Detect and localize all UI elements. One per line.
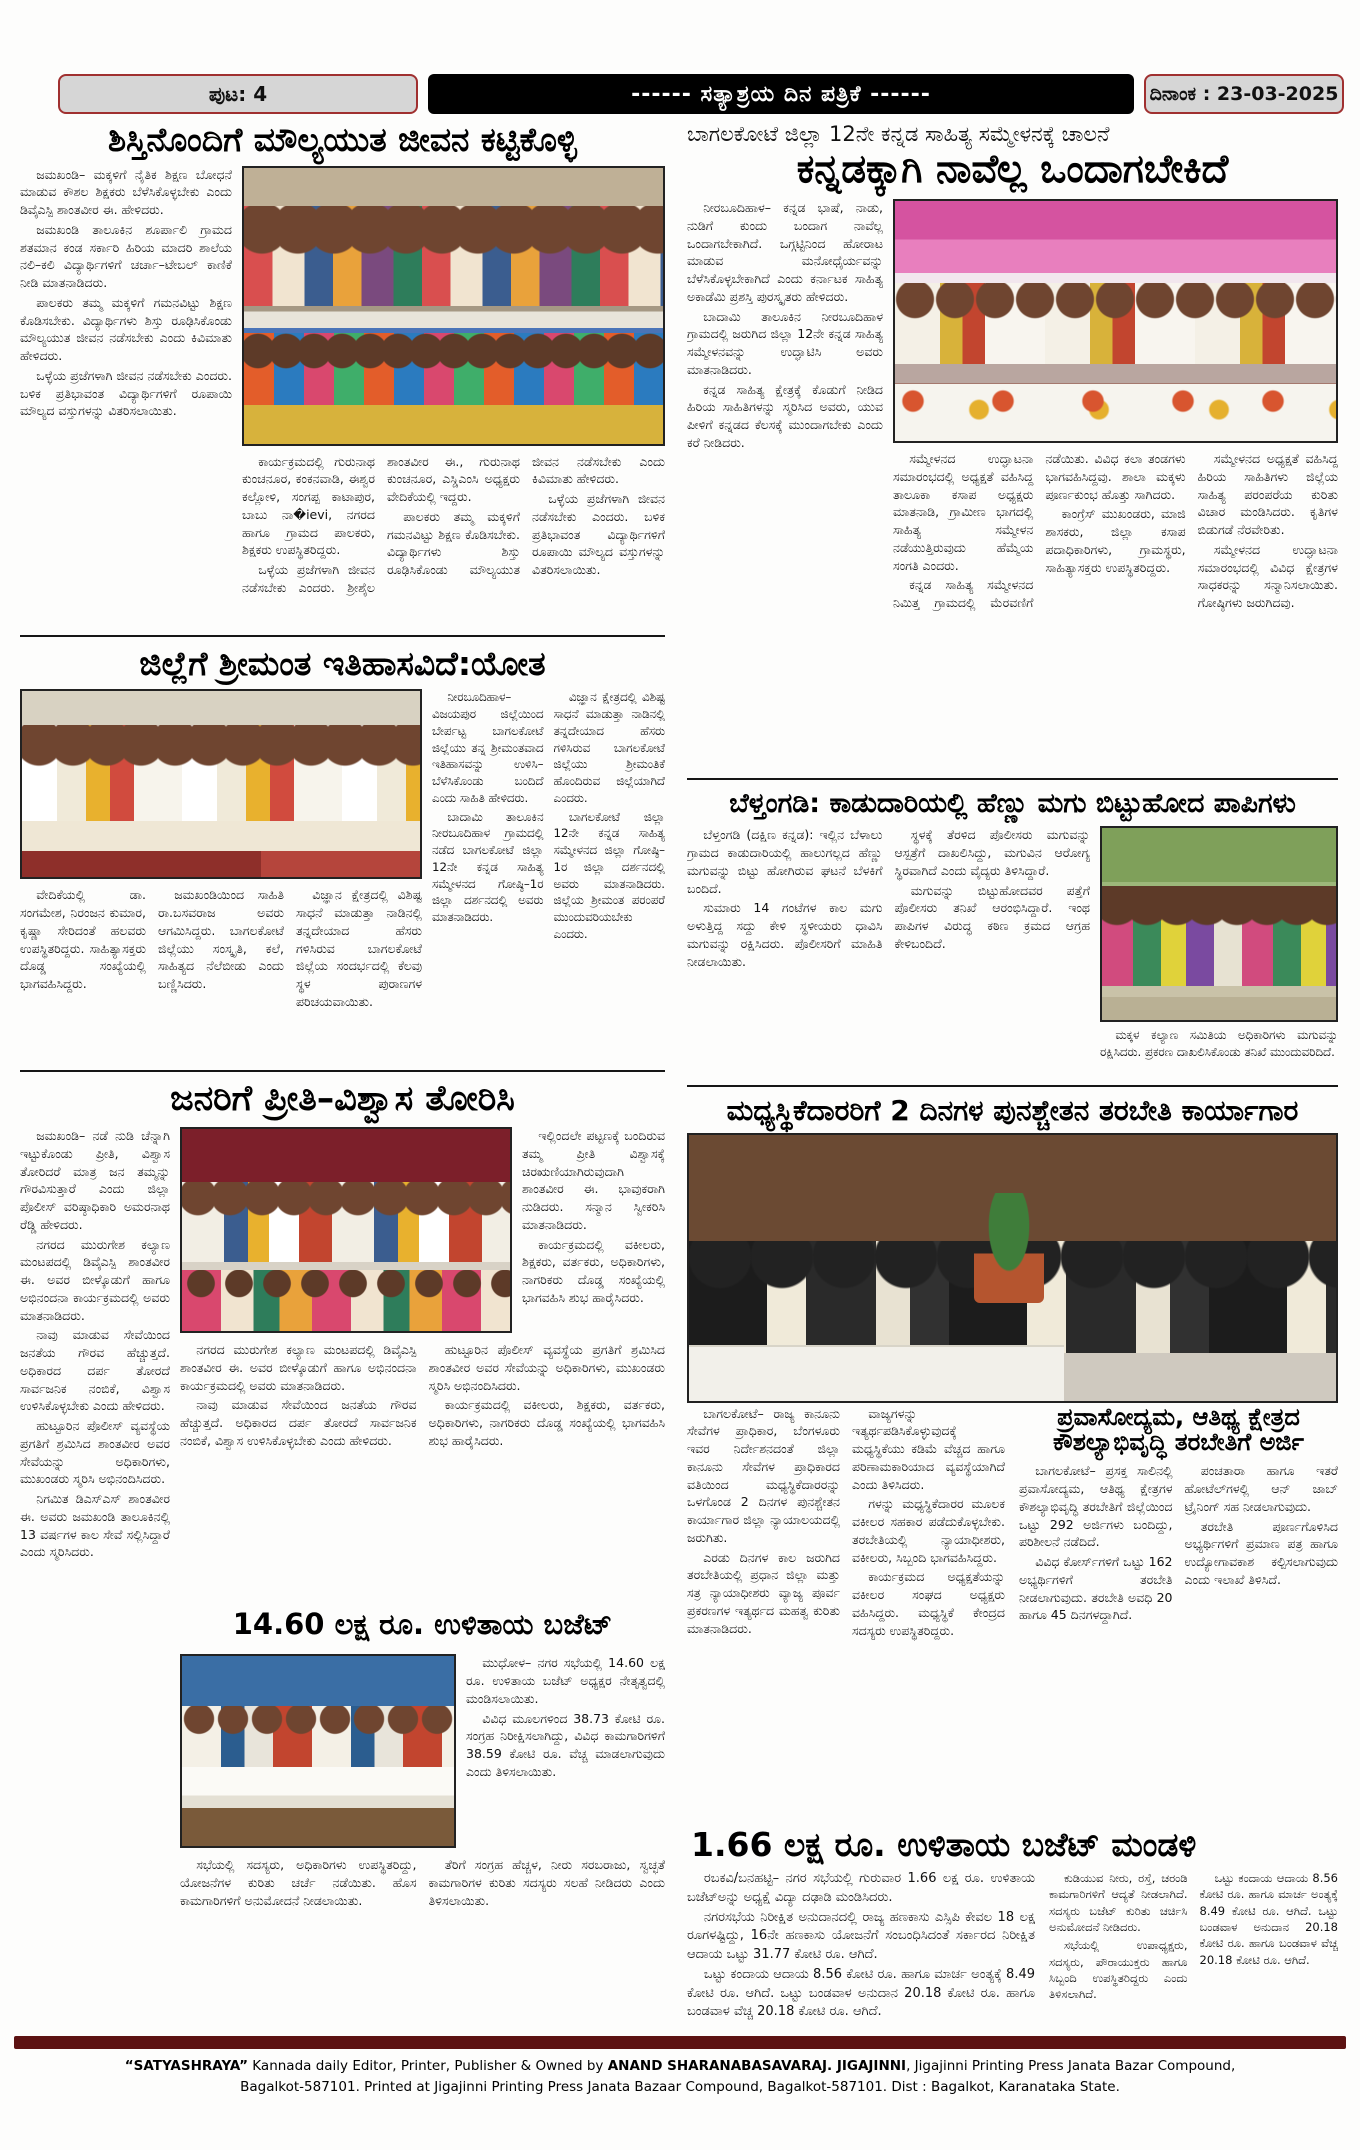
photo-budget-dais — [180, 1654, 456, 1848]
headline-budget-166: 1.66 ಲಕ್ಷ ರೂ. ಉಳಿತಾಯ ಬಜೆಟ್ ಮಂಡಳಿ — [691, 1824, 1197, 1864]
imprint-paper-name: “SATYASHRAYA” — [124, 2058, 249, 2075]
imprint-line1-rest: , Jigajinni Printing Press Janata Bazar Compound, — [906, 2058, 1236, 2075]
body-paragraph: ಬೆಳ್ತಂಗಡಿ (ದಕ್ಷಿಣ ಕನ್ನಡ): ಇಲ್ಲಿನ ಬೆಳಾಲು ಗ್ರಾಮದ ಕಾಡುದಾರಿಯಲ್ಲಿ ಹಾಲುಗಲ್ಲದ ಹೆಣ್ಣು ಮಗುವನ್ನು ಬಿಟ್ಟು ಹೋಗಿರುವ ಘಟನೆ ಬೆಳಕಿಗೆ ಬಂದಿದೆ. — [687, 827, 883, 896]
article-text-column — [687, 1870, 1035, 2020]
article-heritage — [20, 689, 665, 1061]
imprint-line2: Bagalkot-587101. Printed at Jigajinni Printing Press Janata Bazaar Compound, Bagalkot-587101. Dist : Bagalkot, Karanataka State. — [240, 2079, 1120, 2096]
article-text-columns — [432, 689, 665, 1061]
section-divider — [687, 778, 1338, 780]
body-paragraph: ಜಮಖಂಡಿ ತಾಲೂಕಿನ ಶೂರ್ಪಾಲಿ ಗ್ರಾಮದ ಶತಮಾನ ಕಂಡ ಸರ್ಕಾರಿ ಹಿರಿಯ ಮಾದರಿ ಶಾಲೆಯ ನಲಿ–ಕಲಿ ವಿದ್ಯಾರ್ಥಿಗಳಿಗೆ ಚರ್ಚಾ–ಟೇಬಲ್ ಕಾಣಿಕೆ ನೀಡಿ ಮಾತನಾಡಿದರು. — [20, 221, 232, 291]
article-text-columns — [1049, 1870, 1338, 2020]
body-paragraph: ನೀರಬೂದಿಹಾಳ– ಕನ್ನಡ ಭಾಷೆ, ನಾಡು, ನುಡಿಗೆ ಕುಂದು ಬಂದಾಗ ನಾವೆಲ್ಲ ಒಂದಾಗಬೇಕಾಗಿದೆ. ಒಗ್ಗಟ್ಟಿನಿಂದ ಹೋರಾಟ ಮಾಡುವ ಮನೋಧೈರ್ಯವನ್ನು ಬೆಳೆಸಿಕೊಳ್ಳಬೇಕಾಗಿದೆ ಎಂದು ಕರ್ನಾಟಕ ಸಾಹಿತ್ಯ ಅಕಾಡೆಮಿ ಪ್ರಶಸ್ತಿ ಪುರಸ್ಕೃತರು ಹೇಳಿದರು. — [687, 200, 883, 304]
body-paragraph: ವಿವಿಧ ಕೋರ್ಸ್‌ಗಳಿಗೆ ಒಟ್ಟು 162 ಅಭ್ಯರ್ಥಿಗಳಿಗೆ ತರಬೇತಿ ನೀಡಲಾಗುವುದು. ತರಬೇತಿ ಅವಧಿ 20 ಹಾಗೂ 45 ದಿನಗಳದ್ದಾಗಿದೆ. — [1019, 1554, 1173, 1623]
masthead-title: ------ ಸತ್ಯಾಶ್ರಯ ದಿನ ಪತ್ರಿಕೆ ------ — [631, 81, 931, 107]
workshop-tourism-region — [687, 1402, 1338, 1817]
article-media-block — [242, 166, 665, 626]
article-media-row — [180, 1127, 665, 1333]
article-text-column — [20, 1127, 170, 2005]
date-box — [1144, 74, 1344, 114]
body-paragraph: ಬಾದಾಮಿ ತಾಲೂಕಿನ ನೀರಬೂದಿಹಾಳ ಗ್ರಾಮದಲ್ಲಿ ನಡೆದ ಬಾಗಲಕೋಟೆ ಜಿಲ್ಲಾ 12ನೇ ಕನ್ನಡ ಸಾಹಿತ್ಯ ಸಮ್ಮೇಳನದ ಗೋಷ್ಠಿ–1ರ ಜಿಲ್ಲಾ ದರ್ಶನದಲ್ಲಿ ಅವರು ಮಾತನಾಡಿದರು. — [432, 809, 544, 924]
article-text-columns — [242, 453, 665, 626]
date-label: ದಿನಾಂಕ : 23-03-2025 — [1149, 83, 1339, 105]
body-paragraph: ಎರಡು ದಿನಗಳ ಕಾಲ ಜರುಗಿದ ತರಬೇತಿಯಲ್ಲಿ ಪ್ರಧಾನ ಜಿಲ್ಲಾ ಮತ್ತು ಸತ್ರ ನ್ಯಾಯಾಧೀಶರು ವ್ಯಾಜ್ಯ ಪೂರ್ವ ಪ್ರಕರಣಗಳ ಇತ್ಯರ್ಥದ ಮಹತ್ವ ಕುರಿತು ಮಾತನಾಡಿದರು. — [687, 1549, 840, 1636]
imprint-text — [14, 2056, 1346, 2098]
article-text-columns — [180, 1341, 665, 1599]
body-paragraph: ಜಮಖಂಡಿಯಿಂದ ಸಾಹಿತಿ ರಾ.ಬಸವರಾಜ ಅವರು ಆಗಮಿಸಿದ್ದರು. ಬಾಗಲಕೋಟೆ ಜಿಲ್ಲೆಯು ಸಂಸ್ಕೃತಿ, ಕಲೆ, ಸಾಹಿತ್ಯದ ನೆಲೆಬೀಡು ಎಂದು ಬಣ್ಣಿಸಿದರು. — [158, 887, 284, 991]
headline-belthangady: ಬೆಳ್ತಂಗಡಿ: ಕಾಡುದಾರಿಯಲ್ಲಿ ಹೆಣ್ಣು ಮಗು ಬಿಟ್ಟುಹೋದ ಪಾಪಿಗಳು — [729, 788, 1296, 820]
page-number-box — [58, 74, 418, 114]
body-paragraph: ಒಟ್ಟು ಕಂದಾಯ ಆದಾಯ 8.56 ಕೋಟಿ ರೂ. ಹಾಗೂ ಮಾರ್ಚ ಅಂತ್ಯಕ್ಕೆ 8.49 ಕೋಟಿ ರೂ. ಆಗಿದೆ. ಒಟ್ಟು ಬಂಡವಾಳ ಅನುದಾನ 20.18 ಕೋಟಿ ರೂ. ಹಾಗೂ ಬಂಡವಾಳ ವೆಚ್ಚ 20.18 ಕೋಟಿ ರೂ. ಆಗಿದೆ. — [1199, 1871, 1338, 1967]
body-paragraph: ಸಮ್ಮೇಳನದ ಅಧ್ಯಕ್ಷತೆ ವಹಿಸಿದ್ದ ಹಿರಿಯ ಸಾಹಿತಿಗಳು ಜಿಲ್ಲೆಯ ಸಾಹಿತ್ಯ ಪರಂಪರೆಯ ಕುರಿತು ವಿಚಾರ ಮಂಡಿಸಿದರು. ಕೃತಿಗಳ ಬಿಡುಗಡೆ ನೆರವೇರಿತು. — [1197, 451, 1338, 538]
article-media-block — [893, 199, 1338, 769]
photo-sammelana-stage — [893, 199, 1338, 443]
body-paragraph: ಗಳನ್ನು ಮಧ್ಯಸ್ಥಿಕೆದಾರರ ಮೂಲಕ ವಕೀಲರ ಸಹಕಾರ ಪಡೆದುಕೊಳ್ಳಬೇಕು. ತರಬೇತಿಯಲ್ಲಿ ನ್ಯಾಯಾಧೀಶರು, ವಕೀಲರು, ಸಿಬ್ಬಂದಿ ಭಾಗವಹಿಸಿದ್ದರು. — [852, 1496, 1005, 1565]
body-paragraph: ಬಾಗಲಕೋಟೆ– ಪ್ರಸಕ್ತ ಸಾಲಿನಲ್ಲಿ ಪ್ರವಾಸೋದ್ಯಮ, ಆತಿಥ್ಯ ಕ್ಷೇತ್ರಗಳ ಕೌಶಲ್ಯಾಭಿವೃದ್ಧಿ ತರಬೇತಿಗೆ ಜಿಲ್ಲೆಯಿಂದ ಒಟ್ಟು 292 ಅರ್ಜಿಗಳು ಬಂದಿದ್ದು, ಪರಿಶೀಲನೆ ನಡೆದಿದೆ. — [1019, 1463, 1173, 1550]
body-paragraph: ರಬಕವಿ/ಬನಹಟ್ಟಿ– ನಗರ ಸಭೆಯಲ್ಲಿ ಗುರುವಾರ 1.66 ಲಕ್ಷ ರೂ. ಉಳಿತಾಯ ಬಜೆಟ್‌ಅನ್ನು ಅಧ್ಯಕ್ಷೆ ವಿದ್ಯಾ ದಢಾಡಿ ಮಂಡಿಸಿದರು. — [687, 1871, 1035, 1905]
article-text-columns — [687, 826, 1090, 1076]
body-paragraph: ಕಾರ್ಯಕ್ರಮದಲ್ಲಿ ವಕೀಲರು, ಶಿಕ್ಷಕರು, ವರ್ತಕರು, ಅಧಿಕಾರಿಗಳು, ನಾಗರಿಕರು ದೊಡ್ಡ ಸಂಖ್ಯೆಯಲ್ಲಿ ಭಾಗವಹಿಸಿ ಶುಭ ಹಾರೈಸಿದರು. — [522, 1236, 665, 1305]
photo-meeting-room — [687, 1133, 1338, 1403]
body-paragraph: ವೇದಿಕೆಯಲ್ಲಿ ಡಾ. ಸಂಗಮೇಶ, ನಿರಂಜನ ಕುಮಾರ, ಕೃಷ್ಣಾ ಸೇರಿದಂತೆ ಹಲವರು ಉಪಸ್ಥಿತರಿದ್ದರು. ಸಾಹಿತ್ಯಾಸಕ್ತರು ದೊಡ್ಡ ಸಂಖ್ಯೆಯಲ್ಲಿ ಭಾಗವಹಿಸಿದ್ದರು. — [20, 887, 146, 991]
body-paragraph: ಒಳ್ಳೆಯ ಪ್ರಜೆಗಳಾಗಿ ಜೀವನ ನಡೆಸಬೇಕು ಎಂದರು. ಬಳಿಕ ಪ್ರತಿಭಾವಂತ ವಿದ್ಯಾರ್ಥಿಗಳಿಗೆ ರೂಪಾಯಿ ಮೌಲ್ಯದ ವಸ್ತುಗಳನ್ನು ವಿತರಿಸಲಾಯಿತು. — [20, 367, 232, 419]
kicker-sammelana: ಬಾಗಲಕೋಟೆ ಜಿಲ್ಲಾ 12ನೇ ಕನ್ನಡ ಸಾಹಿತ್ಯ ಸಮ್ಮೇಳನಕ್ಕೆ ಚಾಲನೆ — [687, 122, 1110, 146]
article-budget-166 — [687, 1870, 1338, 2020]
body-paragraph: ವಾಜ್ಯಗಳನ್ನು ಇತ್ಯರ್ಥಪಡಿಸಿಕೊಳ್ಳುವುದಕ್ಕೆ ಮಧ್ಯಸ್ಥಿಕೆಯು ಕಡಿಮೆ ವೆಚ್ಚದ ಹಾಗೂ ಪರಿಣಾಮಕಾರಿಯಾದ ವ್ಯವಸ್ಥೆಯಾಗಿದೆ ಎಂದು ತಿಳಿಸಿದರು. — [852, 1405, 1005, 1492]
body-paragraph: ಒಳ್ಳೆಯ ಪ್ರಜೆಗಳಾಗಿ ಜೀವನ ನಡೆಸಬೇಕು ಎಂದರು. ಬಳಿಕ ಪ್ರತಿಭಾವಂತ ವಿದ್ಯಾರ್ಥಿಗಳಿಗೆ ರೂಪಾಯಿ ಮೌಲ್ಯದ ವಸ್ತುಗಳನ್ನು ವಿತರಿಸಲಾಯಿತು. — [532, 491, 665, 578]
article-text-columns — [20, 886, 422, 1061]
section-divider — [20, 1070, 665, 1072]
body-paragraph: ಕಾರ್ಯಕ್ರಮದ ಅಧ್ಯಕ್ಷತೆಯನ್ನು ವಕೀಲರ ಸಂಘದ ಅಧ್ಯಕ್ಷರು ವಹಿಸಿದ್ದರು. ಮಧ್ಯಸ್ಥಿಕೆ ಕೇಂದ್ರದ ಸದಸ್ಯರು ಉಪಸ್ಥಿತರಿದ್ದರು. — [852, 1569, 1005, 1638]
photo-school-event — [242, 166, 665, 446]
headline-tourism: ಪ್ರವಾಸೋದ್ಯಮ, ಆತಿಥ್ಯ ಕ್ಷೇತ್ರದ ಕೌಶಲ್ಯಾಭಿವೃದ್ಧಿ ತರಬೇತಿಗೆ ಅರ್ಜಿ — [1053, 1402, 1304, 1457]
article-text-column — [466, 1654, 665, 1848]
body-paragraph: ನಾವು ಮಾಡುವ ಸೇವೆಯಿಂದ ಜನತೆಯ ಗೌರವ ಹೆಚ್ಚುತ್ತದೆ. ಅಧಿಕಾರದ ದರ್ಪ ತೋರದೆ ಸಾರ್ವಜನಿಕ ನಂಬಿಕೆ, ವಿಶ್ವಾಸ ಉಳಿಸಿಕೊಳ್ಳಬೇಕು ಎಂದು ಹೇಳಿದರು. — [20, 1327, 170, 1414]
section-divider — [20, 635, 665, 637]
body-paragraph: ಬಾಗಲಕೋಟೆ ಜಿಲ್ಲಾ 12ನೇ ಕನ್ನಡ ಸಾಹಿತ್ಯ ಸಮ್ಮೇಳನದ ಜಿಲ್ಲಾ ಗೋಷ್ಠಿ–1ರ ಜಿಲ್ಲಾ ದರ್ಶನದಲ್ಲಿ ಅವರು ಮಾತನಾಡಿದರು. ಜಿಲ್ಲೆಯ ಶ್ರೀಮಂತ ಪರಂಪರೆ ಮುಂದುವರಿಯಬೇಕು ಎಂದರು. — [553, 809, 665, 941]
body-paragraph: ಕಾಂಗ್ರೆಸ್ ಮುಖಂಡರು, ಮಾಜಿ ಶಾಸಕರು, ಜಿಲ್ಲಾ ಕಸಾಪ ಪದಾಧಿಕಾರಿಗಳು, ಗ್ರಾಮಸ್ಥರು, ಸಾಹಿತ್ಯಾಸಕ್ತರು ಉಪಸ್ಥಿತರಿದ್ದರು. — [1045, 506, 1186, 575]
body-paragraph: ಕನ್ನಡ ಸಾಹಿತ್ಯ ಕ್ಷೇತ್ರಕ್ಕೆ ಕೊಡುಗೆ ನೀಡಿದ ಹಿರಿಯ ಸಾಹಿತಿಗಳನ್ನು ಸ್ಮರಿಸಿದ ಅವರು, ಯುವ ಪೀಳಿಗೆ ಕನ್ನಡದ ಕೆಲಸಕ್ಕೆ ಮುಂದಾಗಬೇಕು ಎಂದು ಕರೆ ನೀಡಿದರು. — [687, 381, 883, 450]
body-paragraph: ಒಟ್ಟು ಕಂದಾಯ ಆದಾಯ 8.56 ಕೋಟಿ ರೂ. ಹಾಗೂ ಮಾರ್ಚ ಅಂತ್ಯಕ್ಕೆ 8.49 ಕೋಟಿ ರೂ. ಆಗಿದೆ. ಒಟ್ಟು ಬಂಡವಾಳ ಅನುದಾನ 20.18 ಕೋಟಿ ರೂ. ಹಾಗೂ ಬಂಡವಾಳ ವೆಚ್ಚ 20.18 ಕೋಟಿ ರೂ. ಆಗಿದೆ. — [687, 1967, 1035, 2020]
right-column — [687, 120, 1338, 2020]
body-paragraph: ಮುಧೋಳ– ನಗರ ಸಭೆಯಲ್ಲಿ 14.60 ಲಕ್ಷ ರೂ. ಉಳಿತಾಯ ಬಜೆಟ್ ಅಧ್ಯಕ್ಷರ ನೇತೃತ್ವದಲ್ಲಿ ಮಂಡಿಸಲಾಯಿತು. — [466, 1655, 665, 1706]
body-paragraph: ಸಭೆಯಲ್ಲಿ ಉಪಾಧ್ಯಕ್ಷರು, ಸದಸ್ಯರು, ಪೌರಾಯುಕ್ತರು ಹಾಗೂ ಸಿಬ್ಬಂದಿ ಉಪಸ್ಥಿತರಿದ್ದರು ಎಂದು ತಿಳಿಸಲಾಗಿದೆ. — [1049, 1938, 1188, 2002]
headline-love: ಜನರಿಗೆ ಪ್ರೀತಿ–ವಿಶ್ವಾಸ ತೋರಿಸಿ — [170, 1079, 515, 1120]
article-tourism — [1019, 1402, 1338, 1817]
photo-sammelana-procession — [20, 689, 422, 879]
body-paragraph: ಹುಟ್ಟೂರಿನ ಪೊಲೀಸ್ ವ್ಯವಸ್ಥೆಯ ಪ್ರಗತಿಗೆ ಶ್ರಮಿಸಿದ ಶಾಂತವೀರ ಅವರ ಸೇವೆಯನ್ನು ಅಧಿಕಾರಿಗಳು, ಮುಖಂಡರು ಸ್ಮರಿಸಿ ಅಭಿನಂದಿಸಿದರು. — [20, 1418, 170, 1487]
headline-workshop: ಮಧ್ಯಸ್ಥಿಕೆದಾರರಿಗೆ 2 ದಿನಗಳ ಪುನಶ್ಚೇತನ ತರಬೇತಿ ಕಾರ್ಯಾಗಾರ — [726, 1094, 1299, 1128]
body-paragraph: ನೀರಬೂದಿಹಾಳ– ವಿಜಯಪುರ ಜಿಲ್ಲೆಯಿಂದ ಬೇರ್ಪಟ್ಟ ಬಾಗಲಕೋಟೆ ಜಿಲ್ಲೆಯು ತನ್ನ ಶ್ರೀಮಂತವಾದ ಇತಿಹಾಸವನ್ನು ಉಳಿಸಿ–ಬೆಳೆಸಿಕೊಂಡು ಬಂದಿದೆ ಎಂದು ಸಾಹಿತಿ ಹೇಳಿದರು. — [432, 690, 544, 805]
body-paragraph: ಒಳ್ಳೆಯ ಪ್ರಜೆಗಳಾಗಿ ಜೀವನ ನಡೆಸಬೇಕು ಎಂದರು. ಶ್ರೀಶೈಲ ಶಾಂತವೀರ ಈ., ಗುರುನಾಥ ಕುಂಚನೂರ, ಎಸ್ಡಿಎಂಸಿ ಅಧ್ಯಕ್ಷರು ವೇದಿಕೆಯಲ್ಲಿ ಇದ್ದರು. — [242, 453, 520, 595]
body-paragraph: ವಿವಿಧ ಮೂಲಗಳಿಂದ 38.73 ಕೋಟಿ ರೂ. ಸಂಗ್ರಹ ನಿರೀಕ್ಷಿಸಲಾಗಿದ್ದು, ವಿವಿಧ ಕಾಮಗಾರಿಗಳಿಗೆ 38.59 ಕೋಟಿ ರೂ. ವೆಚ್ಚ ಮಾಡಲಾಗುವುದು ಎಂದು ತಿಳಿಸಲಾಯಿತು. — [466, 1710, 665, 1779]
article-media-block — [1100, 826, 1338, 1076]
potted-plant-shape — [974, 1193, 1044, 1303]
article-kannada — [687, 199, 1338, 769]
article-text-column — [20, 166, 232, 626]
masthead — [428, 74, 1134, 114]
page-header — [58, 74, 1344, 114]
article-text-columns — [687, 1405, 1005, 1817]
body-paragraph: ಪಾಲಕರು ತಮ್ಮ ಮಕ್ಕಳಿಗೆ ಗಮನವಿಟ್ಟು ಶಿಕ್ಷಣ ಕೊಡಿಸಬೇಕು. ವಿದ್ಯಾರ್ಥಿಗಳು ಶಿಸ್ತು ರೂಢಿಸಿಕೊಂಡು ಮೌಲ್ಯಯುತ ಜೀವನ ನಡೆಸಬೇಕು ಎಂದು ಕಿವಿಮಾತು ಹೇಳಿದರು. — [20, 294, 232, 364]
body-paragraph: ಸುಮಾರು 14 ಗಂಟೆಗಳ ಕಾಲ ಮಗು ಅಳುತ್ತಿದ್ದ ಸದ್ದು ಕೇಳಿ ಸ್ಥಳೀಯರು ಧಾವಿಸಿ ಮಗುವನ್ನು ರಕ್ಷಿಸಿದರು. ಪೊಲೀಸರಿಗೆ ಮಾಹಿತಿ ನೀಡಲಾಯಿತು. — [687, 900, 883, 969]
left-column — [20, 120, 665, 2020]
body-paragraph: ನಿಗಮಿತ ಡಿಎಸ್ಎಸ್ ಶಾಂತವೀರ ಈ. ಅವರು ಜಮಖಂಡಿ ತಾಲೂಕಿನಲ್ಲಿ 13 ವರ್ಷಗಳ ಕಾಲ ಸೇವೆ ಸಲ್ಲಿಸಿದ್ದಾರೆ ಎಂದು ಸ್ಮರಿಸಿದರು. — [20, 1491, 170, 1560]
article-discipline — [20, 166, 665, 626]
headline-kannada: ಕನ್ನಡಕ್ಕಾಗಿ ನಾವೆಲ್ಲ ಒಂದಾಗಬೇಕಿದೆ — [796, 147, 1229, 192]
body-paragraph: ಮಕ್ಕಳ ಕಲ್ಯಾಣ ಸಮಿತಿಯ ಅಧಿಕಾರಿಗಳು ಮಗುವನ್ನು ರಕ್ಷಿಸಿದರು. ಪ್ರಕರಣ ದಾಖಲಿಸಿಕೊಂಡು ತನಿಖೆ ಮುಂದುವರಿದಿದೆ. — [1100, 1028, 1338, 1060]
body-paragraph: ನಗರಸಭೆಯ ನಿರೀಕ್ಷಿತ ಅನುದಾನದಲ್ಲಿ ರಾಜ್ಯ ಹಣಕಾಸು ಎಸ್ಸಿಪಿ ಕೇವಲ 18 ಲಕ್ಷ ರೂಗಳಷ್ಟಿದ್ದು, 16ನೇ ಹಣಕಾಸು ಯೋಜನೆಗೆ ಸಂಬಂಧಿಸಿದಂತೆ ಸರ್ಕಾರದ ನಿರೀಕ್ಷಿತ ಆದಾಯ ಒಟ್ಟು 31.77 ಕೋಟಿ ರೂ. ಆಗಿದೆ. — [687, 1910, 1035, 1962]
article-text-columns — [893, 450, 1338, 769]
body-paragraph: ಇಲ್ಲಿಂದಲೇ ಪಟ್ಟಣಕ್ಕೆ ಬಂದಿರುವ ತಮ್ಮ ಪ್ರೀತಿ ವಿಶ್ವಾಸಕ್ಕೆ ಚಿರಋಣಿಯಾಗಿರುವುದಾಗಿ ಶಾಂತವೀರ ಈ. ಭಾವುಕರಾಗಿ ನುಡಿದರು. ಸನ್ಮಾನ ಸ್ವೀಕರಿಸಿ ಮಾತನಾಡಿದರು. — [522, 1128, 665, 1232]
article-text-columns — [180, 1856, 665, 1990]
body-paragraph: ಪಾಲಕರು ತಮ್ಮ ಮಕ್ಕಳಿಗೆ ಗಮನವಿಟ್ಟು ಶಿಕ್ಷಣ ಕೊಡಿಸಬೇಕು. ವಿದ್ಯಾರ್ಥಿಗಳು ಶಿಸ್ತು ರೂಢಿಸಿಕೊಂಡು ಮೌಲ್ಯಯುತ ಜೀವನ ನಡೆಸಬೇಕು ಎಂದು ಕಿವಿಮಾತು ಹೇಳಿದರು. — [387, 453, 665, 578]
body-paragraph: ಹುಟ್ಟೂರಿನ ಪೊಲೀಸ್ ವ್ಯವಸ್ಥೆಯ ಪ್ರಗತಿಗೆ ಶ್ರಮಿಸಿದ ಶಾಂತವೀರ ಅವರ ಸೇವೆಯನ್ನು ಅಧಿಕಾರಿಗಳು, ಮುಖಂಡರು ಸ್ಮರಿಸಿ ಅಭಿನಂದಿಸಿದರು. — [428, 1342, 665, 1393]
body-paragraph: ವಿಜ್ಞಾನ ಕ್ಷೇತ್ರದಲ್ಲಿ ವಿಶಿಷ್ಟ ಸಾಧನೆ ಮಾಡುತ್ತಾ ನಾಡಿನಲ್ಲಿ ತನ್ನದೇಯಾದ ಹೆಸರು ಗಳಿಸಿರುವ ಬಾಗಲಕೋಟೆ ಜಿಲ್ಲೆಯ ಸಂದರ್ಭದಲ್ಲಿ ಕೆಲವು ಸ್ಥಳ ಪುರಾಣಗಳ ಪರಿಚಯವಾಯಿತು. — [296, 887, 422, 1009]
imprint-footer — [14, 2036, 1346, 2098]
headline-discipline: ಶಿಸ್ತಿನೊಂದಿಗೆ ಮೌಲ್ಯಯುತ ಜೀವನ ಕಟ್ಟಿಕೊಳ್ಳಿ — [108, 120, 577, 159]
headline-budget-1460: 14.60 ಲಕ್ಷ ರೂ. ಉಳಿತಾಯ ಬಜೆಟ್ — [232, 1607, 613, 1642]
body-paragraph: ಕನ್ನಡ ಸಾಹಿತ್ಯ ಸಮ್ಮೇಳನದ ನಿಮಿತ್ತ ಗ್ರಾಮದಲ್ಲಿ ಮೆರವಣಿಗೆ ನಡೆಯಿತು. ವಿವಿಧ ಕಲಾ ತಂಡಗಳು ಭಾಗವಹಿಸಿದ್ದವು. ಶಾಲಾ ಮಕ್ಕಳು ಪೂರ್ಣಕುಂಭ ಹೊತ್ತು ಸಾಗಿದರು. — [893, 451, 1186, 611]
body-paragraph: ಕುಡಿಯುವ ನೀರು, ರಸ್ತೆ, ಚರಂಡಿ ಕಾಮಗಾರಿಗಳಿಗೆ ಆದ್ಯತೆ ನೀಡಲಾಗಿದೆ. ಸದಸ್ಯರು ಬಜೆಟ್ ಕುರಿತು ಚರ್ಚಿಸಿ ಅನುಮೋದನೆ ನೀಡಿದರು. — [1049, 1871, 1188, 1935]
imprint-line1-mid: Kannada daily Editor, Printer, Publisher & Owned by — [248, 2058, 608, 2075]
body-paragraph: ಸಮ್ಮೇಳನದ ಉದ್ಘಾಟನಾ ಸಮಾರಂಭದಲ್ಲಿ ಅಧ್ಯಕ್ಷತೆ ವಹಿಸಿದ್ದ ತಾಲೂಕಾ ಕಸಾಪ ಅಧ್ಯಕ್ಷರು ಮಾತನಾಡಿ, ಗ್ರಾಮೀಣ ಭಾಗದಲ್ಲಿ ಸಾಹಿತ್ಯ ಸಮ್ಮೇಳನ ನಡೆಯುತ್ತಿರುವುದು ಹೆಮ್ಮೆಯ ಸಂಗತಿ ಎಂದರು. — [893, 451, 1034, 573]
article-media-block — [20, 689, 422, 1061]
article-love-budget-region — [20, 1127, 665, 2005]
body-paragraph: ಮಗುವನ್ನು ಬಿಟ್ಟುಹೋದವರ ಪತ್ತೆಗೆ ಪೊಲೀಸರು ತನಿಖೆ ಆರಂಭಿಸಿದ್ದಾರೆ. ಇಂಥ ಪಾಪಿಗಳ ವಿರುದ್ಧ ಕಠಿಣ ಕ್ರಮದ ಆಗ್ರಹ ಕೇಳಿಬಂದಿದೆ. — [894, 882, 1090, 951]
body-paragraph: ಜಮಖಂಡಿ– ನಡೆ ನುಡಿ ಚೆನ್ನಾಗಿ ಇಟ್ಟುಕೊಂಡು ಪ್ರೀತಿ, ವಿಶ್ವಾಸ ತೋರಿದರೆ ಮಾತ್ರ ಜನ ತಮ್ಮನ್ನು ಗೌರವಿಸುತ್ತಾರೆ ಎಂದು ಜಿಲ್ಲಾ ಪೊಲೀಸ್ ವರಿಷ್ಠಾಧಿಕಾರಿ ಅಮರನಾಥ ರೆಡ್ಡಿ ಹೇಳಿದರು. — [20, 1128, 170, 1232]
body-paragraph: ಬಾದಾಮಿ ತಾಲೂಕಿನ ನೀರಬೂದಿಹಾಳ ಗ್ರಾಮದಲ್ಲಿ ಜರುಗಿದ ಜಿಲ್ಲಾ 12ನೇ ಕನ್ನಡ ಸಾಹಿತ್ಯ ಸಮ್ಮೇಳನವನ್ನು ಉದ್ಘಾಟಿಸಿ ಅವರು ಮಾತನಾಡಿದರು. — [687, 308, 883, 377]
article-text-columns — [1019, 1462, 1338, 1802]
body-paragraph: ನಾವು ಮಾಡುವ ಸೇವೆಯಿಂದ ಜನತೆಯ ಗೌರವ ಹೆಚ್ಚುತ್ತದೆ. ಅಧಿಕಾರದ ದರ್ಪ ತೋರದೆ ಸಾರ್ವಜನಿಕ ನಂಬಿಕೆ, ವಿಶ್ವಾಸ ಉಳಿಸಿಕೊಳ್ಳಬೇಕು ಎಂದು ಹೇಳಿದರು. — [180, 1397, 417, 1448]
imprint-owner-name: ANAND SHARANABASAVARAJ. JIGAJINNI — [607, 2058, 907, 2075]
article-belthangady — [687, 826, 1338, 1076]
section-divider — [687, 1085, 1338, 1087]
photo-felicitation-group — [180, 1127, 512, 1333]
body-paragraph: ಸಭೆಯಲ್ಲಿ ಸದಸ್ಯರು, ಅಧಿಕಾರಿಗಳು ಉಪಸ್ಥಿತರಿದ್ದು, ಯೋಜನೆಗಳ ಕುರಿತು ಚರ್ಚೆ ನಡೆಯಿತು. ಹೊಸ ಕಾಮಗಾರಿಗಳಿಗೆ ಅನುಮೋದನೆ ನೀಡಲಾಯಿತು. — [180, 1857, 417, 1908]
article-text-column — [687, 199, 883, 769]
article-media-row — [180, 1654, 665, 1848]
body-paragraph: ನಗರದ ಮುರುಗೇಶ ಕಲ್ಯಾಣ ಮಂಟಪದಲ್ಲಿ ಡಿವೈಎಸ್ಪಿ ಶಾಂತವೀರ ಈ. ಅವರ ಬೀಳ್ಕೊಡುಗೆ ಹಾಗೂ ಅಭಿನಂದನಾ ಕಾರ್ಯಕ್ರಮದಲ್ಲಿ ಅವರು ಮಾತನಾಡಿದರು. — [20, 1236, 170, 1323]
article-right-region — [180, 1127, 665, 2005]
body-paragraph: ತೆರಿಗೆ ಸಂಗ್ರಹ ಹೆಚ್ಚಳ, ನೀರು ಸರಬರಾಜು, ಸ್ವಚ್ಛತೆ ಕಾಮಗಾರಿಗಳ ಕುರಿತು ಸದಸ್ಯರು ಸಲಹೆ ನೀಡಿದರು ಎಂದು ತಿಳಿಸಲಾಯಿತು. — [428, 1857, 665, 1908]
page-number-label: ಪುಟ: 4 — [208, 82, 268, 106]
body-paragraph: ತರಬೇತಿ ಪೂರ್ಣಗೊಳಿಸಿದ ಅಭ್ಯರ್ಥಿಗಳಿಗೆ ಪ್ರಮಾಣ ಪತ್ರ ಹಾಗೂ ಉದ್ಯೋಗಾವಕಾಶ ಕಲ್ಪಿಸಲಾಗುವುದು ಎಂದು ಇಲಾಖೆ ತಿಳಿಸಿದೆ. — [1184, 1518, 1338, 1587]
body-paragraph: ಸಮ್ಮೇಳನದ ಉದ್ಘಾಟನಾ ಸಮಾರಂಭದಲ್ಲಿ ವಿವಿಧ ಕ್ಷೇತ್ರಗಳ ಸಾಧಕರನ್ನು ಸನ್ಮಾನಿಸಲಾಯಿತು. ಗೋಷ್ಠಿಗಳು ಜರುಗಿದವು. — [1197, 541, 1338, 611]
article-text-column — [522, 1127, 665, 1333]
page-content — [20, 120, 1340, 2020]
body-paragraph: ಕಾರ್ಯಕ್ರಮದಲ್ಲಿ ವಕೀಲರು, ಶಿಕ್ಷಕರು, ವರ್ತಕರು, ಅಧಿಕಾರಿಗಳು, ನಾಗರಿಕರು ದೊಡ್ಡ ಸಂಖ್ಯೆಯಲ್ಲಿ ಭಾಗವಹಿಸಿ ಶುಭ ಹಾರೈಸಿದರು. — [428, 1397, 665, 1448]
body-paragraph: ವಿಜ್ಞಾನ ಕ್ಷೇತ್ರದಲ್ಲಿ ವಿಶಿಷ್ಟ ಸಾಧನೆ ಮಾಡುತ್ತಾ ನಾಡಿನಲ್ಲಿ ತನ್ನದೇಯಾದ ಹೆಸರು ಗಳಿಸಿರುವ ಬಾಗಲಕೋಟೆ ಜಿಲ್ಲೆಯು ಶ್ರೀಮಂತಿಕೆ ಹೊಂದಿರುವ ಜಿಲ್ಲೆಯಾಗಿದೆ ಎಂದರು. — [553, 690, 665, 805]
body-paragraph: ಕಾರ್ಯಕ್ರಮದಲ್ಲಿ ಗುರುನಾಥ ಕುಂಚನೂರ, ಕಂಕನವಾಡಿ, ಈಶ್ವರ ಕಲ್ಲೋಳಿ, ಸಂಗಪ್ಪ ಕಾಟಾಪುರ, ಬಾಬು ನಾ�ievi, ನಗರದ ಹಾಗೂ ಗ್ರಾಮದ ಪಾಲಕರು, ಶಿಕ್ಷಕರು ಉಪಸ್ಥಿತರಿದ್ದರು. — [242, 453, 375, 558]
article-text-column — [1100, 1027, 1338, 1076]
headline-heritage: ಜಿಲ್ಲೆಗೆ ಶ್ರೀಮಂತ ಇತಿಹಾಸವಿದೆ:ಯೋತ — [139, 643, 546, 683]
body-paragraph: ಪಂಚತಾರಾ ಹಾಗೂ ಇತರೆ ಹೋಟೆಲ್‌ಗಳಲ್ಲಿ ಆನ್ ಜಾಬ್ ಟ್ರೈನಿಂಗ್ ಸಹ ನೀಡಲಾಗುವುದು. — [1184, 1463, 1338, 1514]
body-paragraph: ನಗರದ ಮುರುಗೇಶ ಕಲ್ಯಾಣ ಮಂಟಪದಲ್ಲಿ ಡಿವೈಎಸ್ಪಿ ಶಾಂತವೀರ ಈ. ಅವರ ಬೀಳ್ಕೊಡುಗೆ ಹಾಗೂ ಅಭಿನಂದನಾ ಕಾರ್ಯಕ್ರಮದಲ್ಲಿ ಅವರು ಮಾತನಾಡಿದರು. — [180, 1342, 417, 1393]
photo-belthangady-spot — [1100, 826, 1338, 1022]
body-paragraph: ಸ್ಥಳಕ್ಕೆ ತೆರಳಿದ ಪೊಲೀಸರು ಮಗುವನ್ನು ಆಸ್ಪತ್ರೆಗೆ ದಾಖಲಿಸಿದ್ದು, ಮಗುವಿನ ಆರೋಗ್ಯ ಸ್ಥಿರವಾಗಿದೆ ಎಂದು ವೈದ್ಯರು ತಿಳಿಸಿದ್ದಾರೆ. — [894, 827, 1090, 878]
body-paragraph: ಬಾಗಲಕೋಟೆ– ರಾಜ್ಯ ಕಾನೂನು ಸೇವೆಗಳ ಪ್ರಾಧಿಕಾರ, ಬೆಂಗಳೂರು ಇವರ ನಿರ್ದೇಶನದಂತೆ ಜಿಲ್ಲಾ ಕಾನೂನು ಸೇವೆಗಳ ಪ್ರಾಧಿಕಾರದ ವತಿಯಿಂದ ಮಧ್ಯಸ್ಥಿಕೆದಾರರನ್ನು ಒಳಗೊಂಡ 2 ದಿನಗಳ ಪುನಶ್ಚೇತನ ಕಾರ್ಯಾಗಾರ ಜಿಲ್ಲಾ ನ್ಯಾಯಾಲಯದಲ್ಲಿ ಜರುಗಿತು. — [687, 1405, 840, 1545]
body-paragraph: ಜಮಖಂಡಿ– ಮಕ್ಕಳಿಗೆ ನೈತಿಕ ಶಿಕ್ಷಣ ಬೋಧನೆ ಮಾಡುವ ಕೌಶಲ ಶಿಕ್ಷಕರು ಬೆಳೆಸಿಕೊಳ್ಳಬೇಕು ಎಂದು ಡಿವೈಎಸ್ಪಿ ಶಾಂತವೀರ ಈ. ಹೇಳಿದರು. — [20, 166, 232, 218]
footer-rule-bar — [14, 2036, 1346, 2049]
